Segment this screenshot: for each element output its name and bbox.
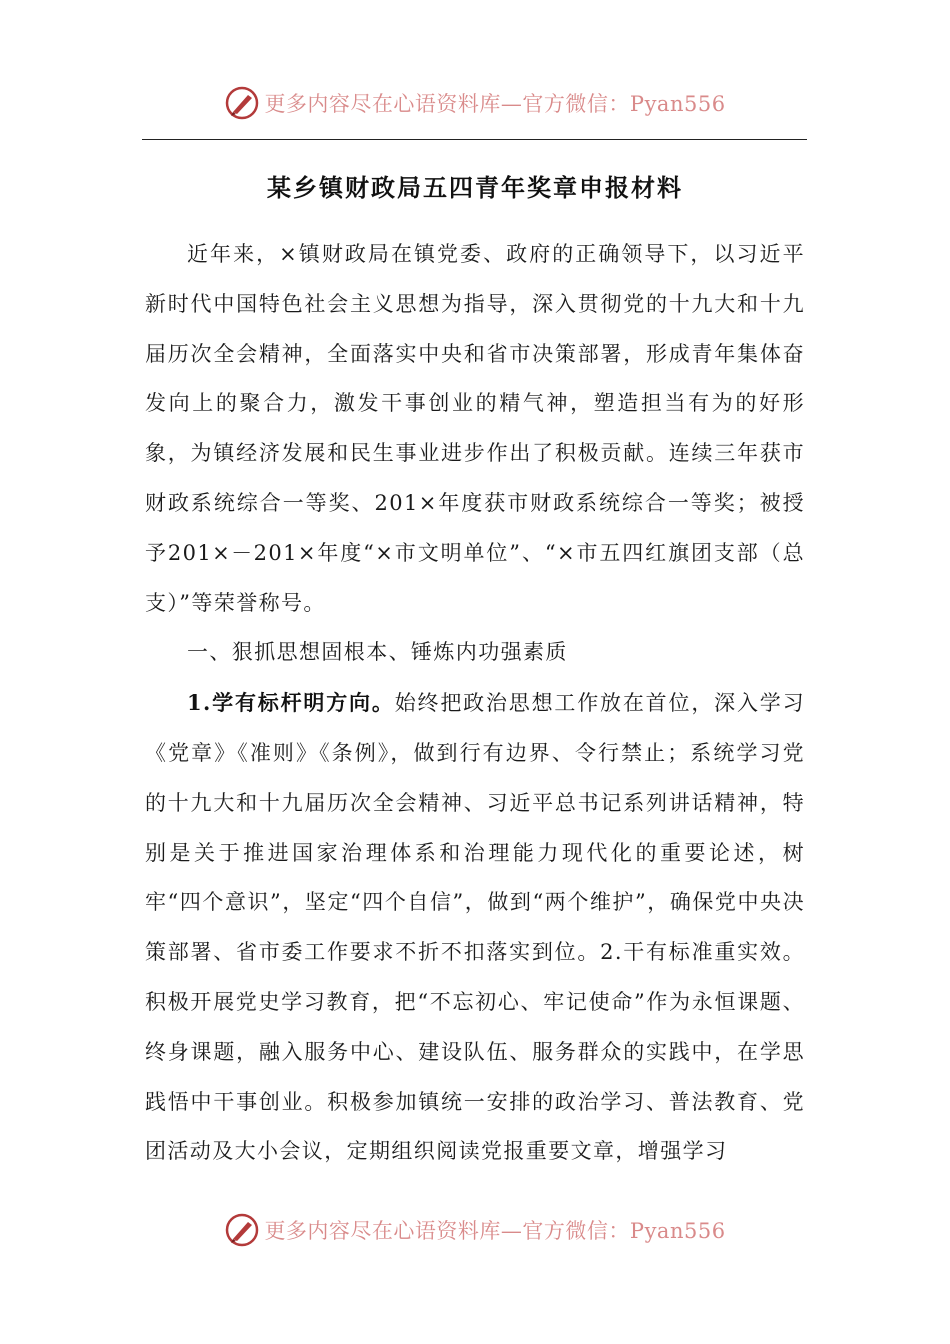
paragraph-section-1: [145, 678, 805, 1177]
section-heading-1: 一、狠抓思想固根本、锤炼内功强素质: [187, 640, 568, 665]
header-banner-text: 更多内容尽在心语资料库—官方微信：Pyan556: [264, 92, 726, 116]
footer-banner: [0, 1210, 950, 1250]
footer-banner-text: 更多内容尽在心语资料库—官方微信：Pyan556: [264, 1219, 726, 1243]
pen-logo-icon: [224, 85, 260, 121]
header-banner: [0, 83, 950, 123]
paragraph-text: 始终把政治思想工作放在首位，深入学习《党章》《准则》《条例》，做到行有边界、令行禁止；系统学习党的十九大和十九届历次全会精神、习近平总书记系列讲话精神，特别是关于推进国家治理体系和治理能力现代化的重要论述，树牢“四个意识”，坚定“四个自信”，做到“两个维护”，确保党中央决策部署、省市委工作要求不折不扣落实到位。2.干有标准重实效。积极开展党史学习教育，把“不忘初心、牢记使命”作为永恒课题、终身课题，融入服务中心、建设队伍、服务群众的实践中，在学思践悟中干事创业。积极参加镇统一安排的政治学习、普法教育、党团活动及大小会议，定期组织阅读党报重要文章，增强学习: [145, 691, 805, 1164]
header-divider: [142, 139, 807, 140]
pen-logo-icon: [224, 1212, 260, 1248]
document-title: 某乡镇财政局五四青年奖章申报材料: [267, 173, 683, 202]
document-body: [145, 230, 805, 1177]
paragraph-intro: 近年来，×镇财政局在镇党委、政府的正确领导下，以习近平新时代中国特色社会主义思想为指导，深入贯彻党的十九大和十九届历次全会精神，全面落实中央和省市决策部署，形成青年集体奋发向上的聚合力，激发干事创业的精气神，塑造担当有为的好形象，为镇经济发展和民生事业进步作出了积极贡献。连续三年获市财政系统综合一等奖、201×年度获市财政系统综合一等奖；被授予201×－201×年度“×市文明单位”、“×市五四红旗团支部（总支）”等荣誉称号。: [145, 242, 805, 615]
paragraph-bold-lead: 1.学有标杆明方向。: [187, 690, 395, 716]
